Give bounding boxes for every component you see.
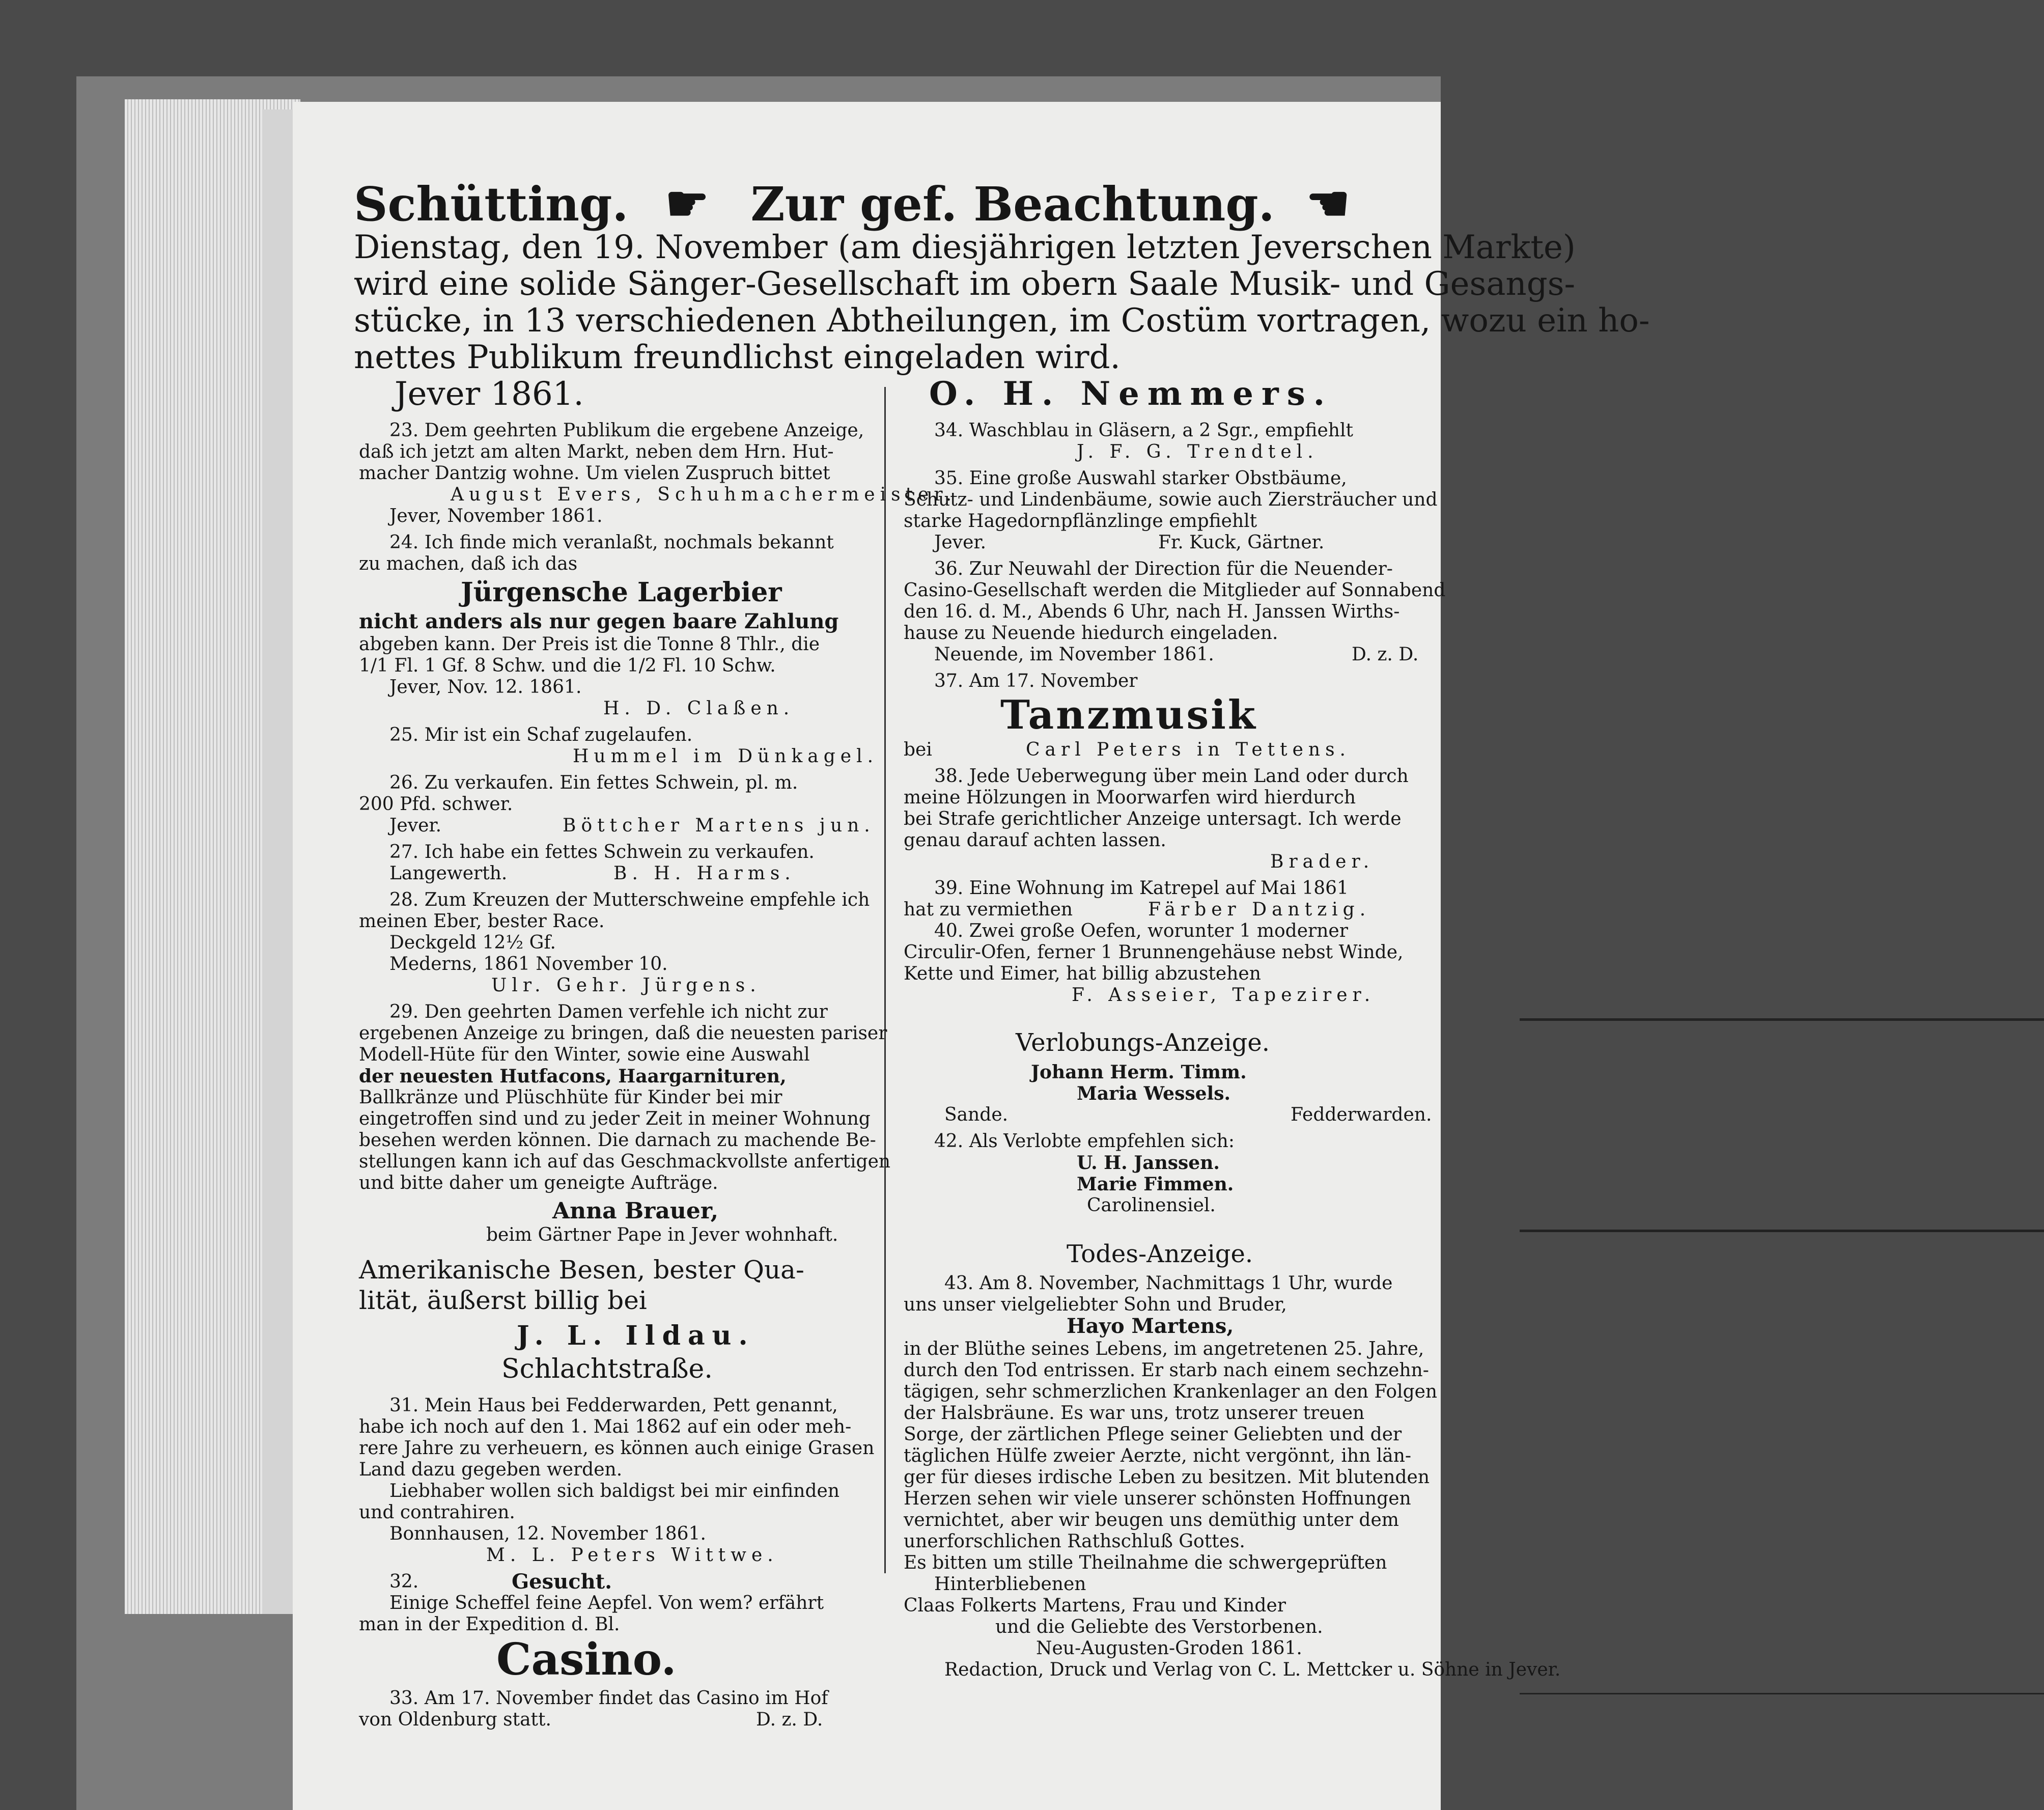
- ad-43-line: unerforschlichen Rathschluß Gottes.: [904, 1531, 1245, 1552]
- ad-37-bei: bei: [904, 739, 932, 760]
- ad-29-address: beim Gärtner Pape in Jever wohnhaft.: [486, 1224, 838, 1245]
- ad-37-heading: Tanzmusik: [1000, 692, 1257, 738]
- death-notice-heading: Todes-Anzeige.: [1067, 1240, 1253, 1268]
- ad-23-line: macher Dantzig wohne. Um vielen Zuspruch bittet: [359, 463, 830, 484]
- ad-42-name-2: Marie Fimmen.: [1077, 1174, 1234, 1195]
- ad-31-line: Liebhaber wollen sich baldigst bei mir einfinden: [389, 1481, 840, 1501]
- ad-28-line: meinen Eber, bester Race.: [359, 911, 605, 932]
- divider-rule: [1520, 1693, 2044, 1694]
- ad-43-place: Redaction, Druck und Verlag von C. L. Mettcker u. Söhne in Jever.: [944, 1659, 1561, 1680]
- ad-36-line: den 16. d. M., Abends 6 Uhr, nach H. Janssen Wirths-: [904, 601, 1400, 622]
- header-signature: O. H. Nemmers.: [929, 375, 1333, 413]
- ad-29-line: ergebenen Anzeige zu bringen, daß die neuesten pariser: [359, 1023, 887, 1044]
- ad-31-line: 31. Mein Haus bei Fedderwarden, Pett genannt,: [389, 1395, 838, 1416]
- ad-43-line: 43. Am 8. November, Nachmittags 1 Uhr, wurde: [944, 1273, 1393, 1294]
- divider-rule: [1520, 1230, 2044, 1232]
- ad-24-line: abgeben kann. Der Preis ist die Tonne 8 Thlr., die: [359, 634, 820, 655]
- ad-39-line: 39. Eine Wohnung im Katrepel auf Mai 1861: [934, 878, 1349, 899]
- ad-35-line: Schutz- und Lindenbäume, sowie auch Ziersträucher und: [904, 489, 1438, 510]
- ad-23-signature: August Evers, Schuhmachermeister.: [451, 484, 957, 505]
- ad-28-signature: Ulr. Gehr. Jürgens.: [491, 975, 761, 996]
- header-line-2: wird eine solide Sänger-Gesellschaft im obern Saale Musik- und Gesangs-: [354, 265, 1576, 303]
- ad-29-line: besehen werden können. Die darnach zu machende Be-: [359, 1130, 876, 1151]
- ad-42-place: Carolinensiel.: [1087, 1195, 1216, 1216]
- ad-36-date: Neuende, im November 1861.: [934, 644, 1214, 665]
- ad-43-signature-1: und die Geliebte des Verstorbenen.: [995, 1617, 1323, 1637]
- ad-24-terms: nicht anders als nur gegen baare Zahlung: [359, 609, 839, 633]
- ad-40-line: Circulir-Ofen, ferner 1 Brunnengehäuse nebst Winde,: [904, 942, 1404, 963]
- column-divider: [884, 387, 886, 1573]
- ad-33-heading: Casino.: [496, 1634, 677, 1685]
- ad-24-product: Jürgensche Lagerbier: [461, 577, 782, 608]
- engagement-name-1: Johann Herm. Timm.: [1031, 1062, 1247, 1083]
- ad-24-line: 1/1 Fl. 1 Gf. 8 Schw. und die 1/2 Fl. 10 Schw.: [359, 655, 776, 676]
- ad-26-signature: Böttcher Martens jun.: [563, 815, 875, 836]
- engagement-place-1: Sande.: [944, 1104, 1009, 1125]
- ad-29-line: und bitte daher um geneigte Aufträge.: [359, 1173, 718, 1193]
- ad-38-line: meine Hölzungen in Moorwarfen wird hierdurch: [904, 787, 1356, 808]
- ad-24-line: 24. Ich finde mich veranlaßt, nochmals bekannt: [389, 532, 834, 553]
- ad-43-line: in der Blüthe seines Lebens, im angetretenen 25. Jahre,: [904, 1339, 1424, 1359]
- ad-38-line: bei Strafe gerichtlicher Anzeige untersagt. Ich werde: [904, 809, 1402, 829]
- ad-38-signature: Brader.: [1270, 851, 1375, 872]
- ad-31-line: rere Jahre zu verheuern, es können auch einige Grasen: [359, 1438, 875, 1459]
- ad-39-line: hat zu vermiethen: [904, 899, 1073, 920]
- ad-43-line: Herzen sehen wir viele unserer schönsten Hoffnungen: [904, 1488, 1411, 1509]
- ad-30-line: lität, äußerst billig bei: [359, 1286, 647, 1315]
- ad-32-line: Einige Scheffel feine Aepfel. Von wem? erfährt: [389, 1593, 824, 1613]
- ad-43-line: vernichtet, aber wir beugen uns demüthig unter dem: [904, 1510, 1399, 1530]
- ad-43-line: durch den Tod entrissen. Er starb nach einem sechzehn-: [904, 1360, 1429, 1381]
- ad-31-line: habe ich noch auf den 1. Mai 1862 auf ein oder meh-: [359, 1416, 852, 1437]
- pointing-hand-right-icon: ☛: [665, 175, 709, 232]
- ad-35-line: starke Hagedornpflänzlinge empfiehlt: [904, 511, 1257, 532]
- ad-34-signature: J. F. G. Trendtel.: [1077, 441, 1319, 462]
- title-right: Zur gef. Beachtung.: [750, 177, 1275, 232]
- engagement-place-2: Fedderwarden.: [1291, 1104, 1432, 1125]
- ad-39-signature: Färber Dantzig.: [1148, 899, 1371, 920]
- ad-29-line: Modell-Hüte für den Winter, sowie eine Auswahl: [359, 1044, 810, 1065]
- ad-25-line: 25. Mir ist ein Schaf zugelaufen.: [389, 725, 693, 745]
- ad-42-line: 42. Als Verlobte empfehlen sich:: [934, 1131, 1235, 1152]
- ad-27-signature: B. H. Harms.: [613, 863, 796, 884]
- ad-28-date: Mederns, 1861 November 10.: [389, 954, 668, 974]
- pointing-hand-left-icon: ☚: [1306, 175, 1350, 232]
- ad-38-line: 38. Jede Ueberwegung über mein Land oder durch: [934, 766, 1409, 787]
- ad-24-line: zu machen, daß ich das: [359, 553, 578, 574]
- ad-36-line: Casino-Gesellschaft werden die Mitglieder auf Sonnabend: [904, 580, 1446, 601]
- ad-30-street: Schlachtstraße.: [501, 1354, 713, 1384]
- ad-31-date: Bonnhausen, 12. November 1861.: [389, 1523, 706, 1544]
- ad-24-signature: H. D. Claßen.: [603, 698, 795, 719]
- ad-32-number: 32.: [389, 1571, 419, 1592]
- ad-36-line: 36. Zur Neuwahl der Direction für die Neuender-: [934, 559, 1393, 579]
- header-line-3: stücke, in 13 verschiedenen Abtheilungen, im Costüm vortragen, wozu ein ho-: [354, 302, 1650, 340]
- ad-23-date: Jever, November 1861.: [389, 506, 603, 526]
- ad-23-line: daß ich jetzt am alten Markt, neben dem Hrn. Hut-: [359, 441, 834, 462]
- divider-rule: [1520, 1018, 2044, 1021]
- ad-29-line: stellungen kann ich auf das Geschmackvollste anfertigen: [359, 1151, 891, 1172]
- ad-28-fee: Deckgeld 12½ Gf.: [389, 932, 556, 953]
- ad-30-line: Amerikanische Besen, bester Qua-: [359, 1255, 804, 1285]
- ad-43-line: täglichen Hülfe zweier Aerzte, nicht vergönnt, ihn län-: [904, 1445, 1412, 1466]
- ad-36-line: hause zu Neuende hiedurch eingeladen.: [904, 623, 1278, 644]
- ad-31-signature: M. L. Peters Wittwe.: [486, 1545, 778, 1566]
- ad-27-line: 27. Ich habe ein fettes Schwein zu verkaufen.: [389, 842, 815, 862]
- header-title-row: [354, 175, 1413, 232]
- ad-31-line: Land dazu gegeben werden.: [359, 1459, 623, 1480]
- engagement-heading: Verlobungs-Anzeige.: [1016, 1028, 1270, 1057]
- ad-26-line: 200 Pfd. schwer.: [359, 794, 513, 815]
- ad-42-name-1: U. H. Janssen.: [1077, 1152, 1220, 1174]
- ad-32-heading: Gesucht.: [512, 1570, 612, 1594]
- ad-35-place: Jever.: [934, 532, 987, 553]
- ad-43-line: der Halsbräune. Es war uns, trotz unserer treuen: [904, 1403, 1365, 1424]
- ad-43-signature-2: Neu-Augusten-Groden 1861.: [1036, 1638, 1302, 1659]
- ad-43-line: Claas Folkerts Martens, Frau und Kinder: [904, 1595, 1286, 1616]
- newspaper-page: [293, 102, 1650, 1810]
- header-line-4: nettes Publikum freundlichst eingeladen wird.: [354, 339, 1121, 376]
- ad-43-line: Sorge, der zärtlichen Pflege seiner Geliebten und der: [904, 1424, 1402, 1445]
- header-place: Jever 1861.: [395, 375, 584, 413]
- ad-27-place: Langewerth.: [389, 863, 508, 884]
- ad-24-date: Jever, Nov. 12. 1861.: [389, 677, 582, 698]
- ad-29-line: Ballkränze und Plüschhüte für Kinder bei mir: [359, 1087, 782, 1108]
- ad-29-line: eingetroffen sind und zu jeder Zeit in meiner Wohnung: [359, 1108, 871, 1129]
- ad-28-line: 28. Zum Kreuzen der Mutterschweine empfehle ich: [389, 889, 870, 910]
- ad-37-line: 37. Am 17. November: [934, 671, 1138, 691]
- ad-38-line: genau darauf achten lassen.: [904, 830, 1166, 851]
- ad-23-line: 23. Dem geehrten Publikum die ergebene Anzeige,: [389, 420, 864, 441]
- ad-43-line: uns unser vielgeliebter Sohn und Bruder,: [904, 1294, 1287, 1315]
- ad-29-line: der neuesten Hutfacons, Haargarnituren,: [359, 1066, 787, 1087]
- ad-26-place: Jever.: [389, 815, 442, 836]
- ad-43-line: ger für dieses irdische Leben zu besitzen. Mit blutenden: [904, 1467, 1430, 1488]
- ad-40-line: Kette und Eimer, hat billig abzustehen: [904, 963, 1261, 984]
- ad-30-vendor: J. L. Ildau.: [517, 1320, 755, 1351]
- ad-43-line: Es bitten um stille Theilnahme die schwergeprüften: [904, 1552, 1387, 1573]
- ad-33-line: 33. Am 17. November findet das Casino im Hof: [389, 1688, 828, 1709]
- ad-36-signature: D. z. D.: [1352, 644, 1419, 665]
- ad-37-venue: Carl Peters in Tettens.: [1026, 739, 1351, 760]
- ad-26-line: 26. Zu verkaufen. Ein fettes Schwein, pl. m.: [389, 772, 798, 793]
- ad-35-line: 35. Eine große Auswahl starker Obstbäume,: [934, 468, 1347, 489]
- ad-33-line: von Oldenburg statt.: [359, 1709, 551, 1730]
- ad-32-line: man in der Expedition d. Bl.: [359, 1614, 620, 1635]
- ad-29-line: 29. Den geehrten Damen verfehle ich nicht zur: [389, 1001, 828, 1022]
- ad-40-line: 40. Zwei große Oefen, worunter 1 moderner: [934, 921, 1348, 941]
- title-left: Schütting.: [354, 177, 629, 232]
- ad-43-line: tägigen, sehr schmerzlichen Krankenlager an den Folgen: [904, 1381, 1438, 1402]
- ad-43-line: Hinterbliebenen: [934, 1574, 1086, 1595]
- ad-40-signature: F. Asseier, Tapezirer.: [1072, 985, 1376, 1006]
- header-line-1: Dienstag, den 19. November (am diesjährigen letzten Jeverschen Markte): [354, 229, 1576, 266]
- engagement-name-2: Maria Wessels.: [1077, 1083, 1230, 1104]
- ad-34-line: 34. Waschblau in Gläsern, a 2 Sgr., empfiehlt: [934, 420, 1353, 441]
- ad-25-signature: Hummel im Dünkagel.: [573, 746, 879, 767]
- ad-43-deceased: Hayo Martens,: [1067, 1314, 1234, 1338]
- ad-35-signature: Fr. Kuck, Gärtner.: [1158, 532, 1325, 553]
- ad-33-signature: D. z. D.: [756, 1709, 823, 1730]
- ad-31-line: und contrahiren.: [359, 1502, 515, 1523]
- ad-29-signature: Anna Brauer,: [552, 1198, 719, 1224]
